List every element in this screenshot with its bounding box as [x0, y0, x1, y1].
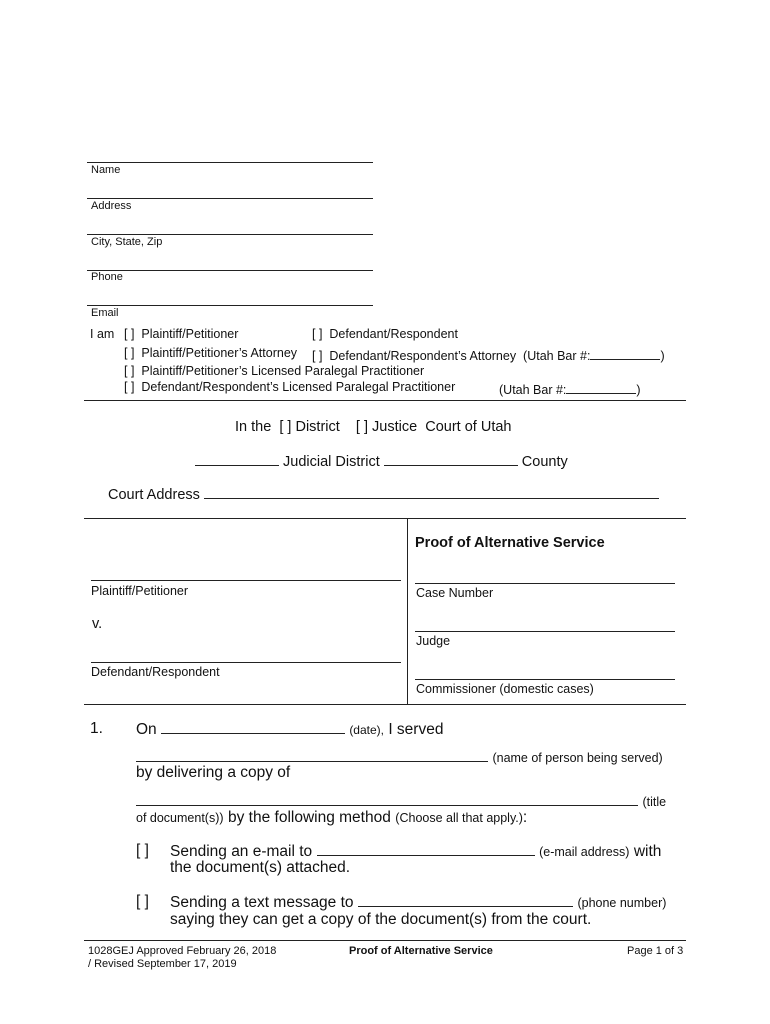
defendant-option-label: Defendant/Respondent	[329, 327, 458, 341]
text-option-line2: saying they can get a copy of the document(s) from the court.	[170, 911, 592, 928]
judicial-district-field[interactable]	[195, 452, 279, 466]
plaintiff-field-line[interactable]	[91, 580, 401, 581]
item-number: 1.	[90, 720, 103, 737]
plaintiff-caption-label: Plaintiff/Petitioner	[91, 584, 189, 598]
city-state-zip-field-line[interactable]	[87, 234, 373, 235]
following-method-label: by the following method	[227, 809, 391, 826]
divider	[84, 400, 686, 401]
footer-rule	[84, 940, 686, 941]
judge-field-line[interactable]	[415, 631, 675, 632]
court-of-utah-label: Court of Utah	[425, 419, 512, 435]
of-documents-hint: of document(s))	[136, 811, 224, 825]
name-field-line[interactable]	[87, 162, 373, 163]
footer-revised: / Revised September 17, 2019	[88, 958, 237, 970]
versus-label: v.	[92, 616, 103, 632]
court-address-line	[108, 485, 659, 503]
served-line	[136, 720, 443, 739]
footer-title: Proof of Alternative Service	[349, 945, 493, 957]
method-line: of document(s)) by the following method (Choose all that apply.):	[136, 809, 528, 826]
defendant-attorney-label: Defendant/Respondent’s Attorney	[329, 349, 517, 363]
commissioner-field-line[interactable]	[415, 679, 675, 680]
court-address-field[interactable]	[204, 485, 659, 499]
email-checkbox[interactable]: [ ]	[136, 842, 149, 859]
phone-field-line[interactable]	[87, 270, 373, 271]
text-option	[170, 893, 666, 912]
name-label: Name	[91, 164, 121, 176]
i-served-label: I served	[388, 721, 444, 738]
email-hint: (e-mail address)	[539, 845, 630, 859]
defendant-attorney-checkbox[interactable]: [ ] Defendant/Respondent’s Attorney (Utah Bar #: )	[312, 346, 665, 363]
i-am-label: I am	[90, 327, 115, 341]
caption-top-border	[84, 518, 686, 519]
phone-label: Phone	[91, 271, 123, 283]
email-field-line[interactable]	[87, 305, 373, 306]
text-option-label: Sending a text message to	[170, 894, 354, 911]
case-number-label: Case Number	[416, 586, 494, 600]
date-hint: (date),	[349, 723, 384, 737]
plaintiff-lpp-checkbox[interactable]: [ ] Plaintiff/Petitioner’s Licensed Paralegal Practitioner	[124, 364, 425, 378]
on-label: On	[136, 721, 157, 738]
lpp-utah-bar-field[interactable]	[566, 380, 636, 394]
case-number-field-line[interactable]	[415, 583, 675, 584]
utah-bar-label: (Utah Bar #:	[523, 349, 591, 363]
email-option-label: Sending an e-mail to	[170, 843, 313, 860]
person-served-field[interactable]	[136, 748, 488, 762]
email-label: Email	[91, 307, 119, 319]
text-checkbox[interactable]: [ ]	[136, 893, 149, 910]
judge-label: Judge	[416, 634, 451, 648]
person-hint: (name of person being served)	[492, 751, 663, 765]
date-field[interactable]	[161, 720, 345, 734]
address-label: Address	[91, 200, 132, 212]
city-state-zip-label: City, State, Zip	[91, 236, 163, 248]
by-delivering-label: by delivering a copy of	[136, 764, 291, 781]
email-address-field[interactable]	[317, 842, 535, 856]
plaintiff-checkbox[interactable]: [ ] Plaintiff/Petitioner	[124, 327, 239, 341]
document-title-field[interactable]	[136, 792, 638, 806]
choose-all-hint: (Choose all that apply.)	[395, 811, 523, 825]
defendant-lpp-label: Defendant/Respondent’s Licensed Paralegal Practitioner	[141, 380, 456, 394]
phone-hint: (phone number)	[577, 896, 667, 910]
footer-page-number: Page 1 of 3	[627, 945, 684, 957]
caption-bottom-border	[84, 704, 686, 705]
email-with-label: with	[633, 843, 662, 860]
in-the-label: In the	[235, 419, 272, 435]
commissioner-label: Commissioner (domestic cases)	[416, 682, 594, 696]
footer-form-id: 1028GEJ Approved February 26, 2018	[88, 945, 277, 957]
district-checkbox[interactable]: [ ] District	[279, 419, 340, 435]
defendant-field-line[interactable]	[91, 662, 401, 663]
address-field-line[interactable]	[87, 198, 373, 199]
justice-checkbox[interactable]: [ ] Justice	[355, 419, 418, 435]
plaintiff-attorney-label: Plaintiff/Petitioner’s Attorney	[141, 346, 298, 360]
utah-bar-field[interactable]	[590, 346, 660, 360]
judicial-district-label: Judicial District	[283, 454, 380, 470]
defendant-lpp-checkbox[interactable]: [ ] Defendant/Respondent’s Licensed Paralegal Practitioner	[124, 380, 456, 394]
defendant-caption-label: Defendant/Respondent	[91, 665, 220, 679]
title-hint: (title	[642, 795, 667, 809]
court-address-label: Court Address	[108, 487, 200, 503]
phone-number-field[interactable]	[358, 893, 573, 907]
court-line	[235, 419, 511, 435]
caption-divider	[407, 518, 408, 704]
county-label: County	[521, 454, 568, 470]
county-field[interactable]	[384, 452, 518, 466]
plaintiff-option-label: Plaintiff/Petitioner	[141, 327, 239, 341]
defendant-checkbox[interactable]: [ ] Defendant/Respondent	[312, 327, 458, 341]
document-title: Proof of Alternative Service	[415, 535, 605, 551]
plaintiff-attorney-checkbox[interactable]: [ ] Plaintiff/Petitioner’s Attorney	[124, 346, 298, 360]
judicial-district-line	[195, 452, 568, 470]
email-option-line2: the document(s) attached.	[170, 859, 351, 876]
lpp-utah-bar: (Utah Bar #: )	[499, 380, 641, 397]
plaintiff-lpp-label: Plaintiff/Petitioner’s Licensed Paralegal Practitioner	[141, 364, 425, 378]
